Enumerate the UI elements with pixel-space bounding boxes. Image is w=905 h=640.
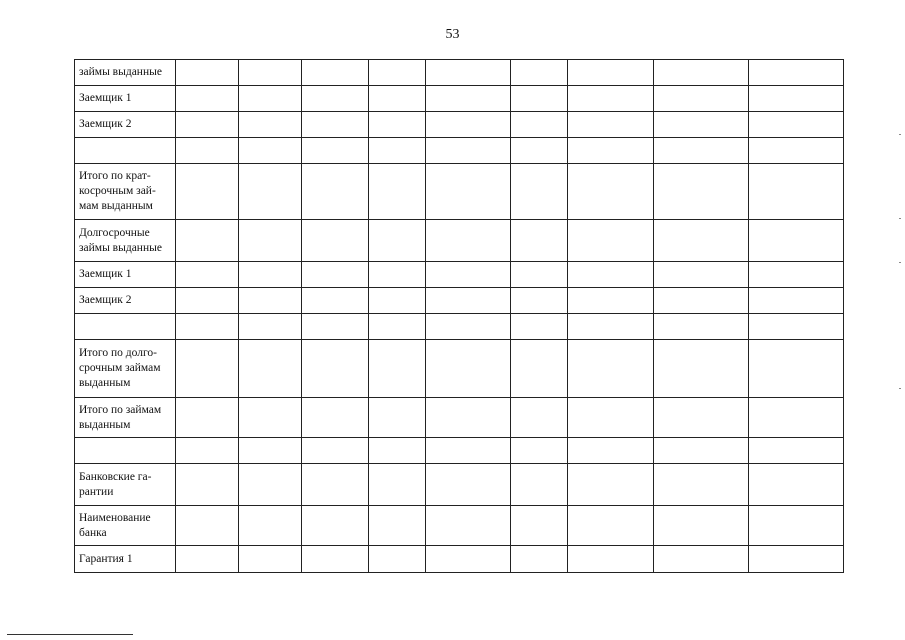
empty-cell [426,262,511,288]
empty-cell [176,314,239,340]
empty-cell [176,262,239,288]
empty-cell [749,340,844,398]
scan-mark [899,388,901,389]
empty-cell [176,438,239,464]
empty-cell [568,340,654,398]
table-row [75,340,844,398]
empty-cell [176,546,239,573]
row-label: займы выданные [75,60,176,86]
row-label [75,138,176,164]
empty-cell [369,506,426,546]
empty-cell [176,138,239,164]
empty-cell [302,112,369,138]
empty-cell [654,112,749,138]
empty-cell [239,60,302,86]
empty-cell [239,546,302,573]
empty-cell [426,340,511,398]
empty-cell [369,340,426,398]
empty-cell [426,398,511,438]
empty-cell [369,438,426,464]
empty-cell [749,438,844,464]
scan-mark [899,134,901,135]
empty-cell [426,506,511,546]
empty-cell [176,288,239,314]
empty-cell [426,86,511,112]
loans-table [74,59,844,573]
empty-cell [568,288,654,314]
empty-cell [176,86,239,112]
empty-cell [654,546,749,573]
empty-cell [511,398,568,438]
row-label [75,438,176,464]
empty-cell [302,164,369,220]
empty-cell [654,138,749,164]
empty-cell [511,464,568,506]
empty-cell [654,506,749,546]
empty-cell [239,464,302,506]
empty-cell [369,288,426,314]
empty-cell [749,546,844,573]
empty-cell [749,288,844,314]
empty-cell [654,262,749,288]
empty-cell [568,60,654,86]
empty-cell [426,314,511,340]
empty-cell [749,60,844,86]
empty-cell [176,398,239,438]
table-row [75,220,844,262]
empty-cell [239,506,302,546]
empty-cell [568,506,654,546]
row-label: Гарантия 1 [75,546,176,573]
empty-cell [511,262,568,288]
empty-cell [369,112,426,138]
empty-cell [511,546,568,573]
row-label: Итого по займам выданным [75,398,176,438]
empty-cell [511,220,568,262]
empty-cell [176,506,239,546]
empty-cell [239,288,302,314]
table-row [75,506,844,546]
empty-cell [568,464,654,506]
table-row [75,262,844,288]
row-label: Банковские га- рантии [75,464,176,506]
empty-cell [302,60,369,86]
table-row [75,164,844,220]
table-row [75,314,844,340]
empty-cell [426,546,511,573]
empty-cell [568,86,654,112]
empty-cell [302,220,369,262]
empty-cell [568,138,654,164]
empty-cell [369,138,426,164]
empty-cell [302,86,369,112]
empty-cell [302,288,369,314]
empty-cell [511,164,568,220]
empty-cell [749,506,844,546]
empty-cell [749,220,844,262]
row-label [75,314,176,340]
table-row [75,60,844,86]
footnote-rule [7,634,133,635]
empty-cell [176,220,239,262]
empty-cell [239,164,302,220]
empty-cell [302,398,369,438]
empty-cell [176,340,239,398]
empty-cell [568,314,654,340]
empty-cell [426,112,511,138]
empty-cell [426,60,511,86]
empty-cell [426,288,511,314]
empty-cell [369,60,426,86]
table-body [75,60,844,573]
row-label: Заемщик 1 [75,262,176,288]
empty-cell [239,86,302,112]
table-row [75,438,844,464]
empty-cell [654,464,749,506]
empty-cell [749,164,844,220]
empty-cell [654,314,749,340]
empty-cell [511,288,568,314]
empty-cell [369,262,426,288]
table-row [75,464,844,506]
row-label: Долгосрочные займы выданные [75,220,176,262]
empty-cell [511,438,568,464]
empty-cell [302,506,369,546]
empty-cell [426,164,511,220]
empty-cell [302,262,369,288]
table-row [75,112,844,138]
empty-cell [654,86,749,112]
empty-cell [239,340,302,398]
empty-cell [749,112,844,138]
empty-cell [426,464,511,506]
empty-cell [369,164,426,220]
empty-cell [654,60,749,86]
empty-cell [511,506,568,546]
empty-cell [239,398,302,438]
empty-cell [568,546,654,573]
empty-cell [654,398,749,438]
empty-cell [654,340,749,398]
empty-cell [302,464,369,506]
empty-cell [749,398,844,438]
empty-cell [654,220,749,262]
row-label: Заемщик 2 [75,112,176,138]
empty-cell [568,398,654,438]
empty-cell [176,464,239,506]
empty-cell [239,314,302,340]
empty-cell [176,164,239,220]
row-label: Заемщик 1 [75,86,176,112]
empty-cell [369,546,426,573]
row-label: Итого по крат- косрочным зай- мам выданным [75,164,176,220]
empty-cell [749,262,844,288]
empty-cell [239,112,302,138]
empty-cell [511,60,568,86]
table-row [75,288,844,314]
empty-cell [239,262,302,288]
empty-cell [511,340,568,398]
empty-cell [749,464,844,506]
empty-cell [511,314,568,340]
row-label: Итого по долго- срочным займам выданным [75,340,176,398]
empty-cell [568,220,654,262]
scan-mark [899,262,901,263]
empty-cell [654,288,749,314]
empty-cell [426,438,511,464]
empty-cell [302,138,369,164]
empty-cell [511,138,568,164]
empty-cell [369,314,426,340]
empty-cell [749,138,844,164]
empty-cell [176,112,239,138]
table-row [75,398,844,438]
empty-cell [568,112,654,138]
row-label: Наименование банка [75,506,176,546]
empty-cell [511,86,568,112]
scan-mark [899,218,901,219]
empty-cell [749,314,844,340]
empty-cell [369,464,426,506]
page-number: 53 [445,27,460,42]
table-row [75,138,844,164]
empty-cell [369,398,426,438]
empty-cell [654,164,749,220]
empty-cell [749,86,844,112]
empty-cell [654,438,749,464]
empty-cell [239,220,302,262]
empty-cell [426,220,511,262]
empty-cell [239,138,302,164]
empty-cell [302,340,369,398]
empty-cell [176,60,239,86]
empty-cell [568,438,654,464]
empty-cell [302,314,369,340]
empty-cell [239,438,302,464]
empty-cell [568,164,654,220]
empty-cell [302,546,369,573]
empty-cell [511,112,568,138]
row-label: Заемщик 2 [75,288,176,314]
table-row [75,86,844,112]
empty-cell [568,262,654,288]
table-row [75,546,844,573]
empty-cell [302,438,369,464]
empty-cell [369,220,426,262]
empty-cell [369,86,426,112]
empty-cell [426,138,511,164]
